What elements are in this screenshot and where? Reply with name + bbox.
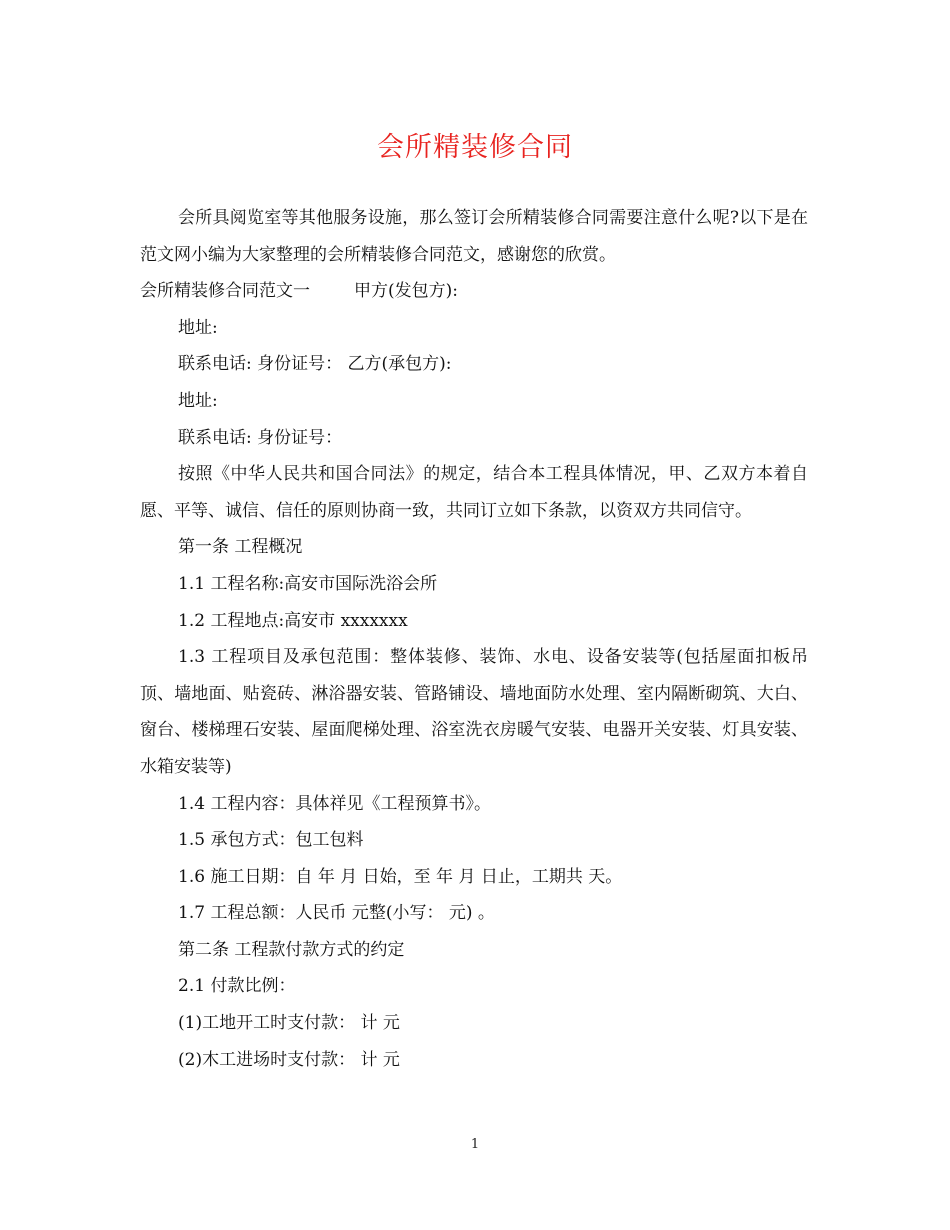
preamble-paragraph: 按照《中华人民共和国合同法》的规定，结合本工程具体情况，甲、乙双方本着自愿、平等、诚信、信任的原则协商一致，共同订立如下条款，以资双方共同信守。 [140,464,808,521]
item-2-1: 2.1 付款比例： [178,976,296,997]
document-title: 会所精装修合同 [377,132,573,163]
item-1-5: 1.5 承包方式：包工包料 [178,830,364,851]
contact-a: 联系电话: 身份证号： 乙方(承包方): [178,354,452,375]
item-1-6: 1.6 施工日期：自 年 月 日始，至 年 月 日止，工期共 天。 [178,866,623,887]
address-b: 地址: [178,390,218,411]
sample-heading: 会所精装修合同范文一 [140,281,310,302]
item-1-4: 1.4 工程内容：具体祥见《工程预算书》。 [178,793,491,814]
item-1-7: 1.7 工程总额：人民币 元整(小写： 元) 。 [178,903,495,924]
party-a-line [140,273,808,310]
party-a-label: 甲方(发包方): [354,281,458,302]
payment-item-2: (2)木工进场时支付款： 计 元 [178,1049,400,1070]
item-1-1: 1.1 工程名称:高安市国际洗浴会所 [178,573,438,594]
item-1-3: 1.3 工程项目及承包范围：整体装修、装饰、水电、设备安装等(包括屋面扣板吊顶、墙地面、贴瓷砖、淋浴器安装、管路铺设、墙地面防水处理、室内隔断砌筑、大白、窗台、楼梯理石安装、屋面爬梯处理、浴室洗衣房暖气安装、电器开关安装、灯具安装、水箱安装等) [140,647,808,777]
item-1-2: 1.2 工程地点:高安市 xxxxxxx [178,610,408,631]
article-1-title: 第一条 工程概况 [178,537,303,558]
page-number: 1 [470,1137,480,1152]
payment-item-1: (1)工地开工时支付款： 计 元 [178,1013,400,1034]
article-2-title: 第二条 工程款付款方式的约定 [178,939,405,960]
document-body [140,200,808,1078]
contact-b: 联系电话: 身份证号： [178,427,343,448]
intro-paragraph: 会所具阅览室等其他服务设施，那么签订会所精装修合同需要注意什么呢?以下是在范文网小编为大家整理的会所精装修合同范文，感谢您的欣赏。 [140,208,808,265]
address-a: 地址: [178,317,218,338]
